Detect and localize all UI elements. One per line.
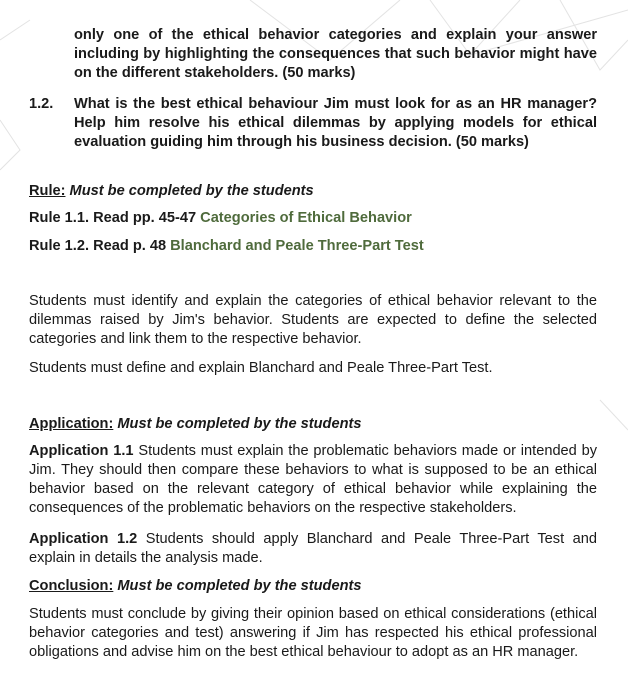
question-1-2-text: What is the best ethical behaviour Jim must look for as an HR manager? Help him resolve his ethical dilemmas by applying models for ethical evaluation guiding him through his business decision. (50 marks)	[74, 96, 597, 150]
rule-item-2-label: Rule 1.2. Read p. 48	[29, 238, 167, 254]
conclusion-heading-label: Conclusion:	[29, 578, 114, 594]
rule-item-1-link: Categories of Ethical Behavior	[200, 210, 412, 226]
application-item-2-text: Students should apply Blanchard and Peale Three-Part Test and explain in details the analysis made.	[29, 531, 597, 566]
conclusion-heading	[29, 577, 597, 596]
rule-heading-note: Must be completed by the students	[69, 183, 314, 199]
application-item-2-label: Application 1.2	[29, 531, 138, 547]
rule-item-2-link: Blanchard and Peale Three-Part Test	[170, 238, 424, 254]
body-paragraph-1: Students must identify and explain the categories of ethical behavior relevant to the dilemmas raised by Jim's behavior. Students are expected to define the selected categories and link them to the respective behavior.	[29, 293, 597, 347]
application-item-1	[29, 442, 597, 518]
rule-item-1	[29, 209, 597, 228]
conclusion-heading-note: Must be completed by the students	[117, 578, 362, 594]
application-heading	[29, 415, 597, 434]
application-item-1-text: Students must explain the problematic behaviors made or intended by Jim. They should then compare these behaviors to what is supposed to be an ethical behavior based on the relevant category of ethical behavior while explaining the consequences of the problematic behaviors on the respective stakeholders.	[29, 443, 598, 516]
conclusion-text: Students must conclude by giving their opinion based on ethical considerations (ethical behavior categories and test) answering if Jim has respected his ethical professional obligations and advise him on the best ethical behaviour to adopt as an HR manager.	[29, 606, 597, 660]
body-paragraph-2: Students must define and explain Blanchard and Peale Three-Part Test.	[29, 360, 493, 376]
application-item-2	[29, 530, 597, 568]
question-intro: only one of the ethical behavior categories and explain your answer including by highlighting the consequences that such behavior might have on the different stakeholders. (50 marks)	[74, 27, 597, 81]
rule-heading-label: Rule:	[29, 183, 66, 199]
application-item-1-label: Application 1.1	[29, 443, 134, 459]
rule-heading	[29, 182, 597, 201]
application-heading-label: Application:	[29, 416, 114, 432]
question-number: 1.2.	[29, 96, 54, 112]
rule-item-1-label: Rule 1.1. Read pp. 45-47	[29, 210, 197, 226]
rule-item-2	[29, 237, 597, 256]
application-heading-note: Must be completed by the students	[117, 416, 362, 432]
